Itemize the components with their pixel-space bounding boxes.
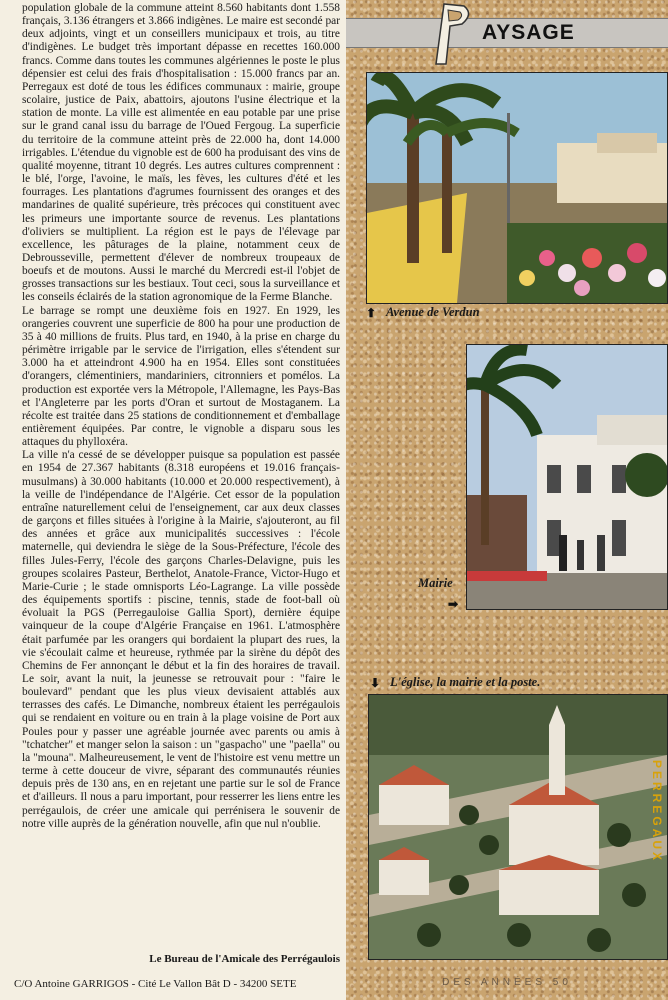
caption-mairie: Mairie [418, 576, 453, 590]
article-paragraph-1: population globale de la commune atteint 8.560 habitants dont 1.558 français, 3.136 étrangers et 3.866 indigènes. Le maire est secondé par deux adjoints, vingt et un conseillers municipaux et trois, au titre d'indigènes. Le budget très important dépasse en recettes 160.000 francs. Comme dans toutes les communes algériennes le poste le plus dépensier est celui des frais d'hospitalisation : 15.000 francs par an. Perregaux est doté de tous les édifices communaux : mairie, groupe scolaire, justice de Paix, abattoirs, ajoutons l'usine électrique et la station de monte. La ville est alimentée en eau potable par une prise sur le grand canal issu du barrage de l'Oued Fergoug. La superficie du territoire de la commune atteint près de 22.000 ha, dont 14.000 irrigables. L'étendue du vignoble est de 600 ha produisant des vins de qualité moyenne, titrant 10 degrés. Les autres cultures comprennent : le blé, l'orge, l'avoine, le maïs, les fèves, les cultures d'été et les fourrages. Les plantations d'agrumes fournissent des oranges et des mandarines de qualité supérieure, très précoces qui constituent avec les primeurs une importante source de revenus. Les plantations d'oliviers se multiplient. La région est le pays de l'élevage par excellence, les pâturages de la plaine, notamment ceux de Debrousseville, permettent d'élever de nombreux troupeaux de boeufs et de moutons. Aussi le marché du Mercredi est-il l'objet de grosses transactions sur les bestiaux. Tout ceci, sous la surveillance et les conseils éclairés de la station agronomique de la Ferme Blanche. [22, 2, 340, 304]
arrow-up-icon: ⬆ [366, 306, 377, 320]
photo-panel [346, 0, 668, 1000]
article-signature: Le Bureau de l'Amicale des Perrégaulois [149, 952, 340, 965]
side-vertical-text: PERREGAUX [650, 760, 664, 864]
footer-strip-text: DES ANNÉES 50 [442, 977, 572, 988]
arrow-right-icon: ➡ [448, 597, 459, 611]
letter-p-logo-icon [430, 0, 474, 66]
photo-eglise-mairie-poste [368, 694, 668, 960]
article-text-column [22, 2, 340, 966]
caption-avenue-de-verdun: Avenue de Verdun [386, 305, 480, 319]
caption-eglise-mairie-poste: L'église, la mairie et la poste. [390, 675, 541, 689]
photo-avenue-de-verdun [366, 72, 668, 304]
section-title: AYSAGE [482, 21, 575, 44]
article-paragraph-3: La ville n'a cessé de se développer puisque sa population est passée en 1954 de 27.367 habitants (8.318 européens et 19.016 français-musulmans) à 30.000 habitants (10.000 et 20.000 respectivement), à la veille de l'indépendance de l'Algérie. Cet essor de la population entraîne naturellement celui de l'enseignement, car aux deux classes de garçons et filles situées à l'origine à la Mairie, s'ajouteront, au fil des années et grâce aux municipalités successives : l'école maternelle, qui deviendra le siège de la Sous-Préfecture, l'école des filles Jules-Ferry, l'école des garçons Charles-Delavigne, puis les groupes scolaires Pasteur, Berthelot, Anatole-France, Victor-Hugo et Marie-Curie ; le stade omnisports Léo-Lagrange. La ville possède des équipements sportifs : piscine, tennis, stade de foot-ball où évoluait la PGS (Perregauloise Gallia Sport), dernière équipe vainqueur de la coupe d'Algérie Française en 1961. L'atmosphère était parfumée par les orangers qui bordaient la plupart des rues, la vie s'écoulait calme et heureuse, rythmée par la sirène du dépôt des Chemins de Fer annonçant le début et la fin des horaires de travail. Le soir, avant la nuit, la jeunesse se retrouvait pour : "faire le boulevard" pendant que les plus vieux devisaient attablés aux terrasses des cafés. Le Dimanche, nombreux étaient les perrégaulois qui se rendaient en voiture ou en train à la plage voisine de Port aux Poules pour y passer une agréable journée avec parents ou amis à "tchatcher" et manger selon la saison : un "gaspacho" une "paella" ou la "mouna". Malheureusement, le vent de l'histoire est venu mettre un terme à cette douceur de vivre, séparant des communautés réunies depuis près de 130 ans, en en rejetant une partie sur le sol de France et d'ailleurs. Il nous a paru important, pour resserrer les liens entre les perrégaulois, de créer une amicale qui perrénisera le souvenir de notre ville auprès de la génération nouvelle, afin que nul n'oublie. [22, 449, 340, 830]
contact-address: C/O Antoine GARRIGOS - Cité Le Vallon Bât D - 34200 SETE [14, 978, 297, 990]
article-paragraph-2: Le barrage se rompt une deuxième fois en 1927. En 1929, les orangeries couvrent une superficie de 800 ha pour une production de 35 à 40 millions de fruits. Plus tard, en 1940, à la prise en charge du périmètre irrigable par le service de l'irrigation, elles s'étendent sur 3.000 ha et atteindront 4.900 ha en 1954. Elles sont constituées d'orangers, clémentiniers, mandariniers, citronniers et pomélos. La production est exportée vers la Métropole, l'Allemagne, les Pays-Bas et l'Angleterre par les ports d'Oran et surtout de Mostaganem. La récolte est traitée dans 25 stations de conditionnement et d'emballage entièrement équipées. Par contre, le vignoble a disparu sous les attaques du phylloxéra. [22, 304, 340, 449]
section-header-bar [346, 18, 668, 48]
arrow-down-icon: ⬇ [370, 676, 381, 690]
photo-mairie [466, 344, 668, 610]
